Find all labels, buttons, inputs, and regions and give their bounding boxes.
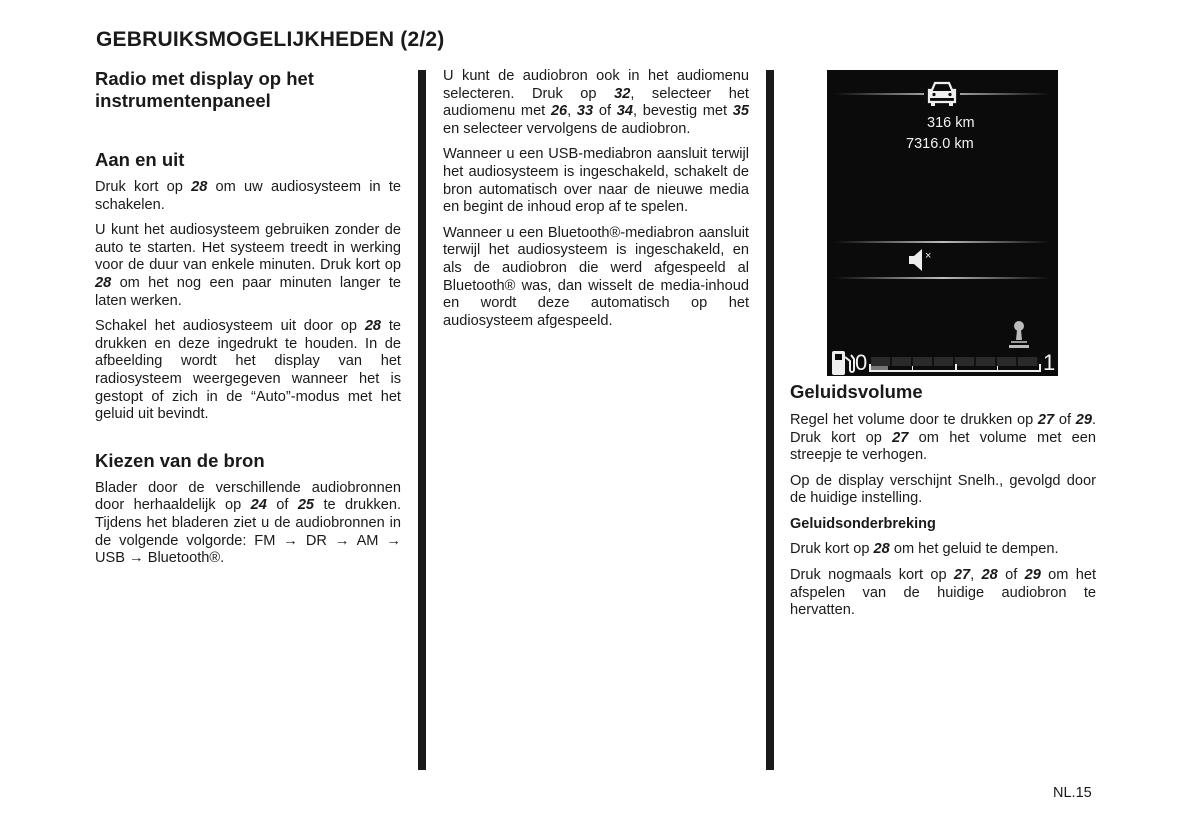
paragraph-text: om het volume met een streepje te verhogen.: [790, 429, 1096, 464]
control-reference-number: 34: [616, 103, 633, 120]
fuel-pump-icon: [831, 349, 855, 376]
paragraph-text: , selecteer het audiomenu met: [443, 85, 749, 120]
control-reference-number: 28: [191, 179, 208, 195]
section-heading-volume: Geluidsvolume: [790, 381, 923, 402]
control-reference-number: 28: [364, 318, 382, 335]
paragraph-text: Blader door de verschillende audiobronnen door herhaaldelijk op: [95, 479, 401, 514]
gear-stick-icon: [1008, 320, 1030, 348]
paragraph-text: of: [266, 497, 298, 514]
page-number: NL.15: [1053, 785, 1092, 801]
control-reference-number: 25: [297, 497, 315, 514]
control-reference-number: 29: [1075, 412, 1092, 428]
on-off-body: [95, 179, 401, 424]
volume-body: [790, 412, 1096, 508]
paragraph-text: Druk nogmaals kort op: [790, 567, 954, 584]
paragraph-text: te drukken. Tijdens het bladeren ziet u de audiobronnen in de volgende volgorde: FM → DR → AM → USB → Bluetooth®.: [95, 497, 401, 567]
paragraph: [790, 412, 1096, 465]
paragraph: [790, 541, 1096, 559]
paragraph: [443, 68, 749, 138]
paragraph-text: om het geluid te dempen.: [889, 541, 1059, 558]
paragraph-text: . Druk kort op: [790, 412, 1096, 446]
paragraph-text: of: [593, 103, 617, 120]
paragraph-text: om het afspelen van de huidige audiobron te hervatten.: [790, 567, 1097, 619]
choose-source-body: [95, 480, 401, 568]
display-divider: [835, 277, 1050, 279]
paragraph-text: Regel het volume door te drukken op: [790, 412, 1038, 428]
paragraph: [95, 480, 401, 568]
paragraph-text: te drukken en deze ingedrukt te houden. In de afbeelding wordt het display van het radiosysteem weergegeven wanneer het is gestopt of zich in de “Auto”-modus met het geluid uit bevindt.: [95, 318, 402, 423]
paragraph: [95, 318, 401, 424]
paragraph: [443, 225, 749, 331]
paragraph-text: Schakel het audiosysteem uit door op: [95, 318, 365, 335]
paragraph-text: ,: [567, 103, 577, 120]
fuel-gauge-tick: [997, 366, 998, 371]
paragraph-text: Wanneer u een USB-mediabron aansluit terwijl het audiosysteem is ingeschakeld, schakelt de bron automatisch over naar de nieuwe media en begint de inhoud erop af te spelen.: [443, 146, 749, 216]
paragraph: [443, 146, 749, 216]
paragraph: [95, 179, 401, 214]
paragraph: [95, 222, 401, 310]
paragraph: [790, 473, 1096, 508]
speaker-muted-icon: [909, 249, 923, 271]
paragraph-text: om het nog een paar minuten langer te laten werken.: [95, 274, 401, 309]
paragraph-text: , bevestig met: [632, 103, 733, 120]
paragraph-text: Op de display verschijnt Snelh., gevolgd door de huidige instelling.: [790, 472, 1096, 507]
display-divider: [835, 241, 1050, 243]
trip-distance: 316 km: [927, 115, 975, 131]
control-reference-number: 28: [981, 567, 998, 584]
paragraph-text: om uw audiosysteem in te schakelen.: [95, 179, 401, 213]
paragraph: [790, 567, 1096, 620]
total-distance: 7316.0 km: [906, 136, 974, 152]
fuel-gauge-tick: [1039, 364, 1041, 372]
control-reference-number: 26: [550, 103, 568, 120]
section-heading-choose-source: Kiezen van de bron: [95, 449, 265, 471]
right-column: [790, 381, 1096, 628]
paragraph-text: ,: [970, 567, 982, 584]
control-reference-number: 35: [732, 103, 750, 120]
fuel-gauge-tick: [912, 366, 913, 371]
paragraph-text: Druk kort op: [95, 179, 192, 195]
page-title: GEBRUIKSMOGELIJKHEDEN (2/2): [96, 28, 445, 51]
paragraph-text: Wanneer u een Bluetooth®-mediabron aansluit terwijl het audiosysteem is ingeschakeld, en als de audiobron die werd afgespeeld al Bluetooth® was, dan wisselt de media-inhoud en wordt deze automatisch op het audiosysteem afgespeeld.: [443, 224, 749, 329]
control-reference-number: 28: [95, 274, 112, 291]
fuel-gauge-tick: [869, 364, 871, 372]
control-reference-number: 32: [614, 85, 631, 102]
control-reference-number: 27: [892, 429, 909, 446]
control-reference-number: 28: [873, 541, 890, 558]
paragraph-text: en selecteer vervolgens de audiobron.: [443, 120, 691, 137]
mute-body: [790, 541, 1096, 619]
paragraph-text: of: [1054, 412, 1076, 428]
control-reference-number: 29: [1024, 567, 1041, 584]
audio-menu-body: [443, 68, 749, 330]
fuel-gauge-max: 1: [1043, 350, 1056, 375]
column-divider: [418, 70, 426, 770]
mute-cross: ×: [925, 250, 932, 262]
column-divider: [766, 70, 774, 770]
fuel-gauge-tick: [955, 364, 957, 371]
fuel-gauge-min: 0: [855, 350, 868, 375]
control-reference-number: 33: [576, 103, 594, 120]
control-reference-number: 27: [953, 567, 971, 584]
control-reference-number: 24: [250, 497, 267, 514]
middle-column: [443, 68, 749, 338]
car-icon: [924, 80, 960, 108]
section-heading-radio-display: Radio met display op het instrumentenpaneel: [95, 68, 314, 111]
paragraph-text: of: [997, 567, 1025, 584]
paragraph-text: Druk kort op: [790, 541, 874, 558]
paragraph-text: U kunt het audiosysteem gebruiken zonder de auto te starten. Het systeem treedt in werking voor de duur van enkele minuten. Druk kort op: [95, 222, 401, 274]
control-reference-number: 27: [1037, 412, 1055, 428]
left-column: [95, 68, 401, 576]
subheading-mute: Geluidsonderbreking: [790, 515, 936, 532]
instrument-panel-display: [827, 70, 1058, 376]
section-heading-on-off: Aan en uit: [95, 149, 185, 170]
paragraph-text: U kunt de audiobron ook in het audiomenu selecteren. Druk op: [443, 68, 749, 102]
